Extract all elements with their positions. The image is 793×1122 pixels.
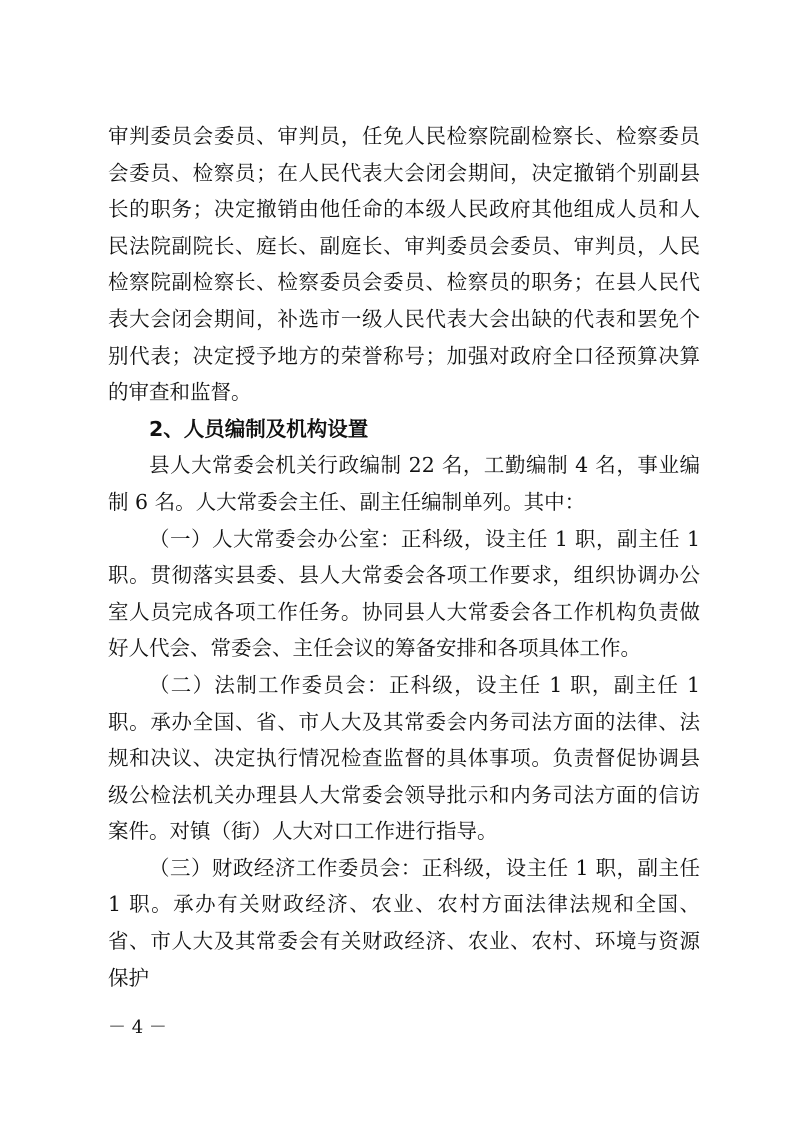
paragraph-staffing: 县人大常委会机关行政编制 22 名，工勤编制 4 名，事业编制 6 名。人大常委会主任、副主任编制单列。其中： [108, 453, 700, 514]
paragraph-continuation: 审判委员会委员、审判员，任免人民检察院副检察长、检察委员会委员、检察员；在人民代表大会闭会期间，决定撤销个别副县长的职务；决定撤销由他任命的本级人民政府其他组成人员和人民法院副院长、庭长、副庭长、审判委员会委员、审判员，人民检察院副检察长、检察委员会委员、检察员的职务；在县人民代表大会闭会期间，补选市一级人民代表大会出缺的代表和罢免个别代表；决定授予地方的荣誉称号；加强对政府全口径预算决算的审查和监督。 [108, 124, 700, 405]
section-heading: 2、人员编制及机构设置 [149, 416, 369, 441]
paragraph-finance-committee: （三）财政经济工作委员会：正科级，设主任 1 职，副主任 1 职。承办有关财政经济、农业、农村方面法律法规和全国、省、市人大及其常委会有关财政经济、农业、农村、环境与资源保护 [108, 855, 700, 990]
paragraph-office: （一）人大常委会办公室：正科级，设主任 1 职，副主任 1 职。贯彻落实县委、县人大常委会各项工作要求，组织协调办公室人员完成各项工作任务。协同县人大常委会各工作机构负责做好人代会、常委会、主任会议的筹备安排和各项具体工作。 [108, 526, 700, 661]
page-number: － 4 － [108, 1017, 167, 1038]
document-body [108, 118, 700, 996]
paragraph-legal-committee: （二）法制工作委员会：正科级，设主任 1 职，副主任 1 职。承办全国、省、市人大及其常委会内务司法方面的法律、法规和决议、决定执行情况检查监督的具体事项。负责督促协调县级公检法机关办理县人大常委会领导批示和内务司法方面的信访案件。对镇（街）人大对口工作进行指导。 [108, 672, 700, 844]
